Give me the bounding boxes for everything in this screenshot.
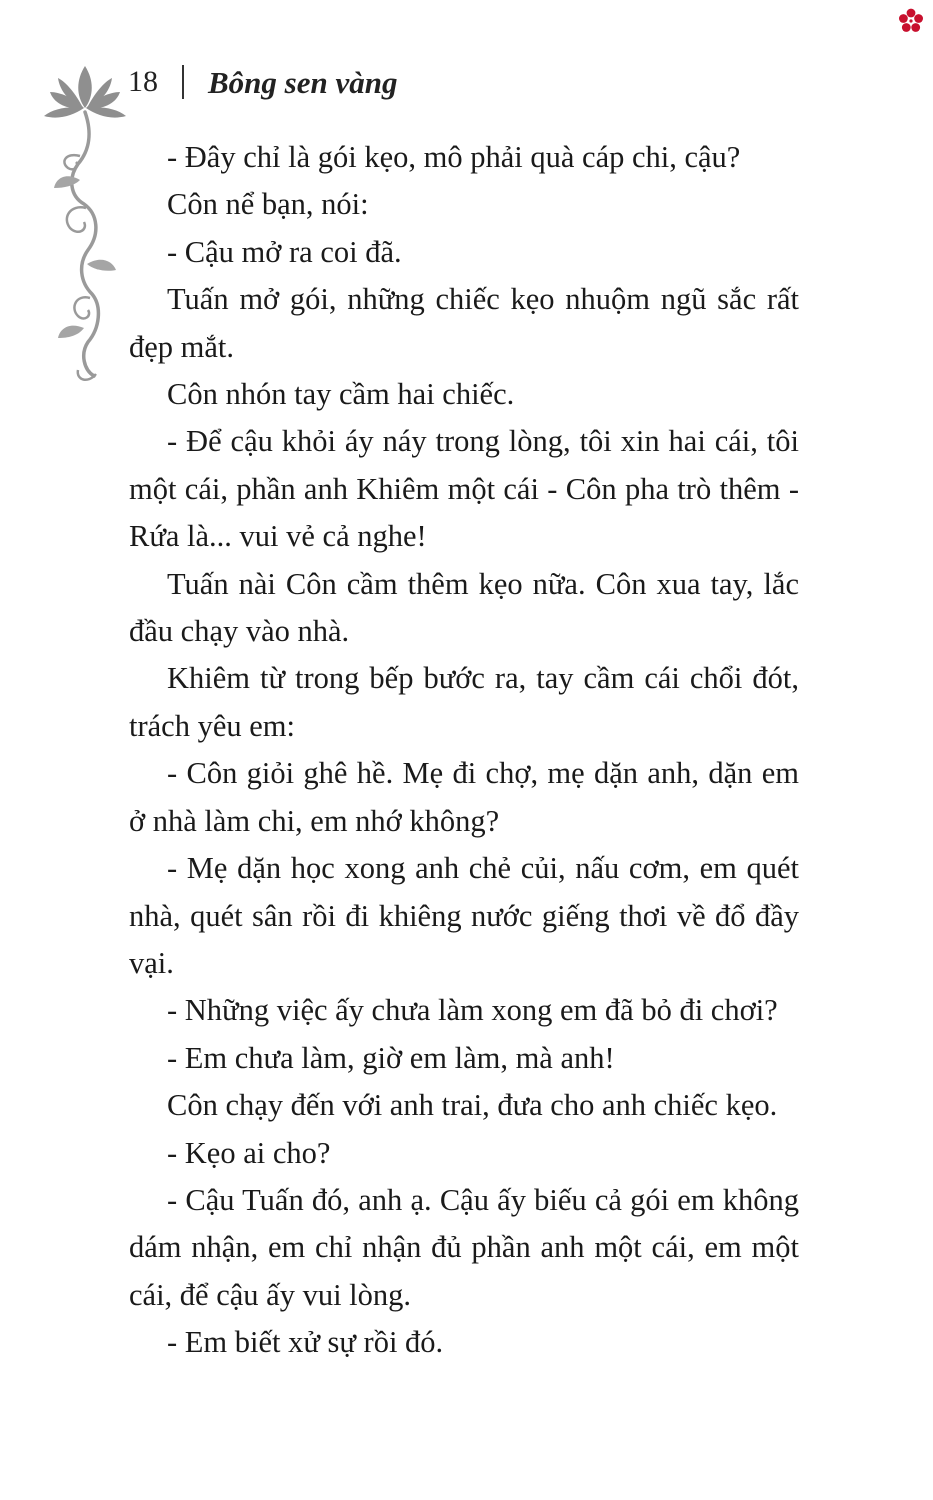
- paragraph: Côn chạy đến với anh trai, đưa cho anh chiếc kẹo.: [167, 1088, 778, 1123]
- body-text: [129, 134, 799, 1367]
- paragraph: - Đây chỉ là gói kẹo, mô phải quà cáp chi, cậu?: [167, 140, 741, 174]
- page-number: 18: [128, 65, 158, 98]
- paragraph: - Cậu mở ra coi đã.: [167, 234, 402, 269]
- header-divider: [182, 65, 184, 99]
- running-header: [128, 60, 397, 104]
- paragraph: - Cậu Tuấn đó, anh ạ. Cậu ấy biếu cả gói em không dám nhận, em chỉ nhận đủ phần anh một cái, em một cái, để cậu ấy vui lòng.: [129, 1182, 799, 1312]
- paragraph: - Kẹo ai cho?: [167, 1135, 331, 1170]
- flower-icon: [898, 8, 924, 34]
- lotus-ornament-icon: [40, 58, 130, 398]
- book-title: Bông sen vàng: [208, 64, 398, 100]
- paragraph: - Em chưa làm, giờ em làm, mà anh!: [167, 1040, 615, 1075]
- paragraph: - Em biết xử sự rồi đó.: [167, 1325, 444, 1360]
- paragraph: Tuấn mở gói, những chiếc kẹo nhuộm ngũ sắc rất đẹp mắt.: [129, 282, 799, 364]
- paragraph: Côn nể bạn, nói:: [167, 187, 369, 222]
- paragraph: Tuấn nài Côn cầm thêm kẹo nữa. Côn xua tay, lắc đầu chạy vào nhà.: [129, 566, 799, 649]
- paragraph: Côn nhón tay cầm hai chiếc.: [167, 377, 515, 412]
- paragraph: - Để cậu khỏi áy náy trong lòng, tôi xin hai cái, tôi một cái, phần anh Khiêm một cái - Côn pha trò thêm - Rứa là... vui vẻ cả nghe!: [129, 424, 799, 554]
- paragraph: - Những việc ấy chưa làm xong em đã bỏ đi chơi?: [167, 993, 778, 1028]
- paragraph: - Côn giỏi ghê hề. Mẹ đi chợ, mẹ dặn anh, dặn em ở nhà làm chi, em nhớ không?: [129, 756, 799, 838]
- paragraph: - Mẹ dặn học xong anh chẻ củi, nấu cơm, em quét nhà, quét sân rồi đi khiêng nước giếng thơi về đổ đầy vại.: [129, 851, 799, 980]
- paragraph: Khiêm từ trong bếp bước ra, tay cầm cái chổi đót, trách yêu em:: [129, 661, 799, 743]
